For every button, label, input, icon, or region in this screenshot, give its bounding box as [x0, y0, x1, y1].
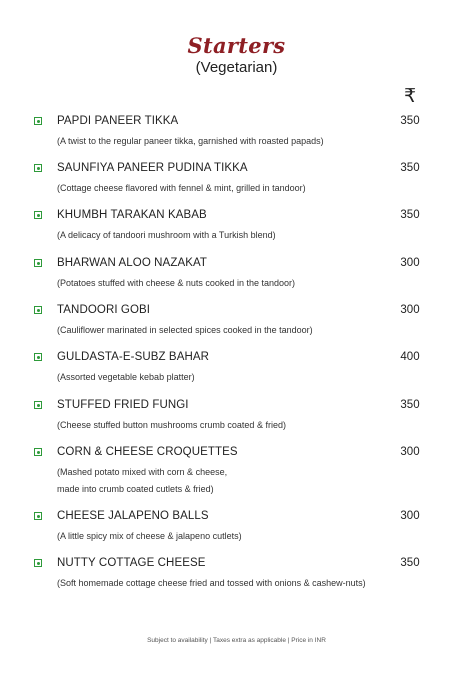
item-description: (Assorted vegetable kebab platter)	[57, 372, 195, 382]
item-description: (Cheese stuffed button mushrooms crumb coated & fried)	[57, 420, 286, 430]
page-subtitle: (Vegetarian)	[195, 59, 278, 76]
item-price: 350	[400, 399, 420, 411]
currency-symbol: ₹	[403, 85, 417, 107]
item-name: PAPDI PANEER TIKKA	[57, 115, 179, 127]
veg-mark-icon	[34, 211, 42, 219]
item-name: CORN & CHEESE CROQUETTES	[57, 446, 238, 458]
item-price: 300	[400, 257, 420, 269]
footer-note: Subject to availability | Taxes extra as applicable | Price in INR	[147, 637, 326, 644]
veg-mark-icon	[34, 448, 42, 456]
item-price: 350	[400, 557, 420, 569]
veg-mark-icon	[34, 353, 42, 361]
page-title: Starters	[187, 33, 286, 58]
veg-mark-icon	[34, 117, 42, 125]
item-description: (Potatoes stuffed with cheese & nuts cooked in the tandoor)	[57, 278, 295, 288]
item-price: 300	[400, 446, 420, 458]
item-name: KHUMBH TARAKAN KABAB	[57, 209, 207, 221]
item-description: (A twist to the regular paneer tikka, garnished with roasted papads)	[57, 136, 324, 146]
item-price: 300	[400, 304, 420, 316]
item-price: 400	[400, 351, 420, 363]
item-description: (A delicacy of tandoori mushroom with a Turkish blend)	[57, 230, 276, 240]
veg-mark-icon	[34, 559, 42, 567]
item-description: (A little spicy mix of cheese & jalapeno cutlets)	[57, 531, 242, 541]
item-name: SAUNFIYA PANEER PUDINA TIKKA	[57, 162, 248, 174]
item-description: (Soft homemade cottage cheese fried and tossed with onions & cashew-nuts)	[57, 578, 366, 588]
item-price: 350	[400, 209, 420, 221]
item-name: TANDOORI GOBI	[57, 304, 151, 316]
item-name: CHEESE JALAPENO BALLS	[57, 510, 209, 522]
item-name: GULDASTA-E-SUBZ BAHAR	[57, 351, 210, 363]
veg-mark-icon	[34, 259, 42, 267]
item-price: 300	[400, 510, 420, 522]
item-price: 350	[400, 162, 420, 174]
item-name: BHARWAN ALOO NAZAKAT	[57, 257, 208, 269]
veg-mark-icon	[34, 401, 42, 409]
veg-mark-icon	[34, 306, 42, 314]
item-name: NUTTY COTTAGE CHEESE	[57, 557, 206, 569]
veg-mark-icon	[34, 512, 42, 520]
item-name: STUFFED FRIED FUNGI	[57, 399, 189, 411]
item-price: 350	[400, 115, 420, 127]
item-description: (Cottage cheese flavored with fennel & mint, grilled in tandoor)	[57, 183, 306, 193]
item-description: (Cauliflower marinated in selected spices cooked in the tandoor)	[57, 325, 313, 335]
veg-mark-icon	[34, 164, 42, 172]
item-description: (Mashed potato mixed with corn & cheese, made into crumb coated cutlets & fried)	[57, 467, 228, 494]
